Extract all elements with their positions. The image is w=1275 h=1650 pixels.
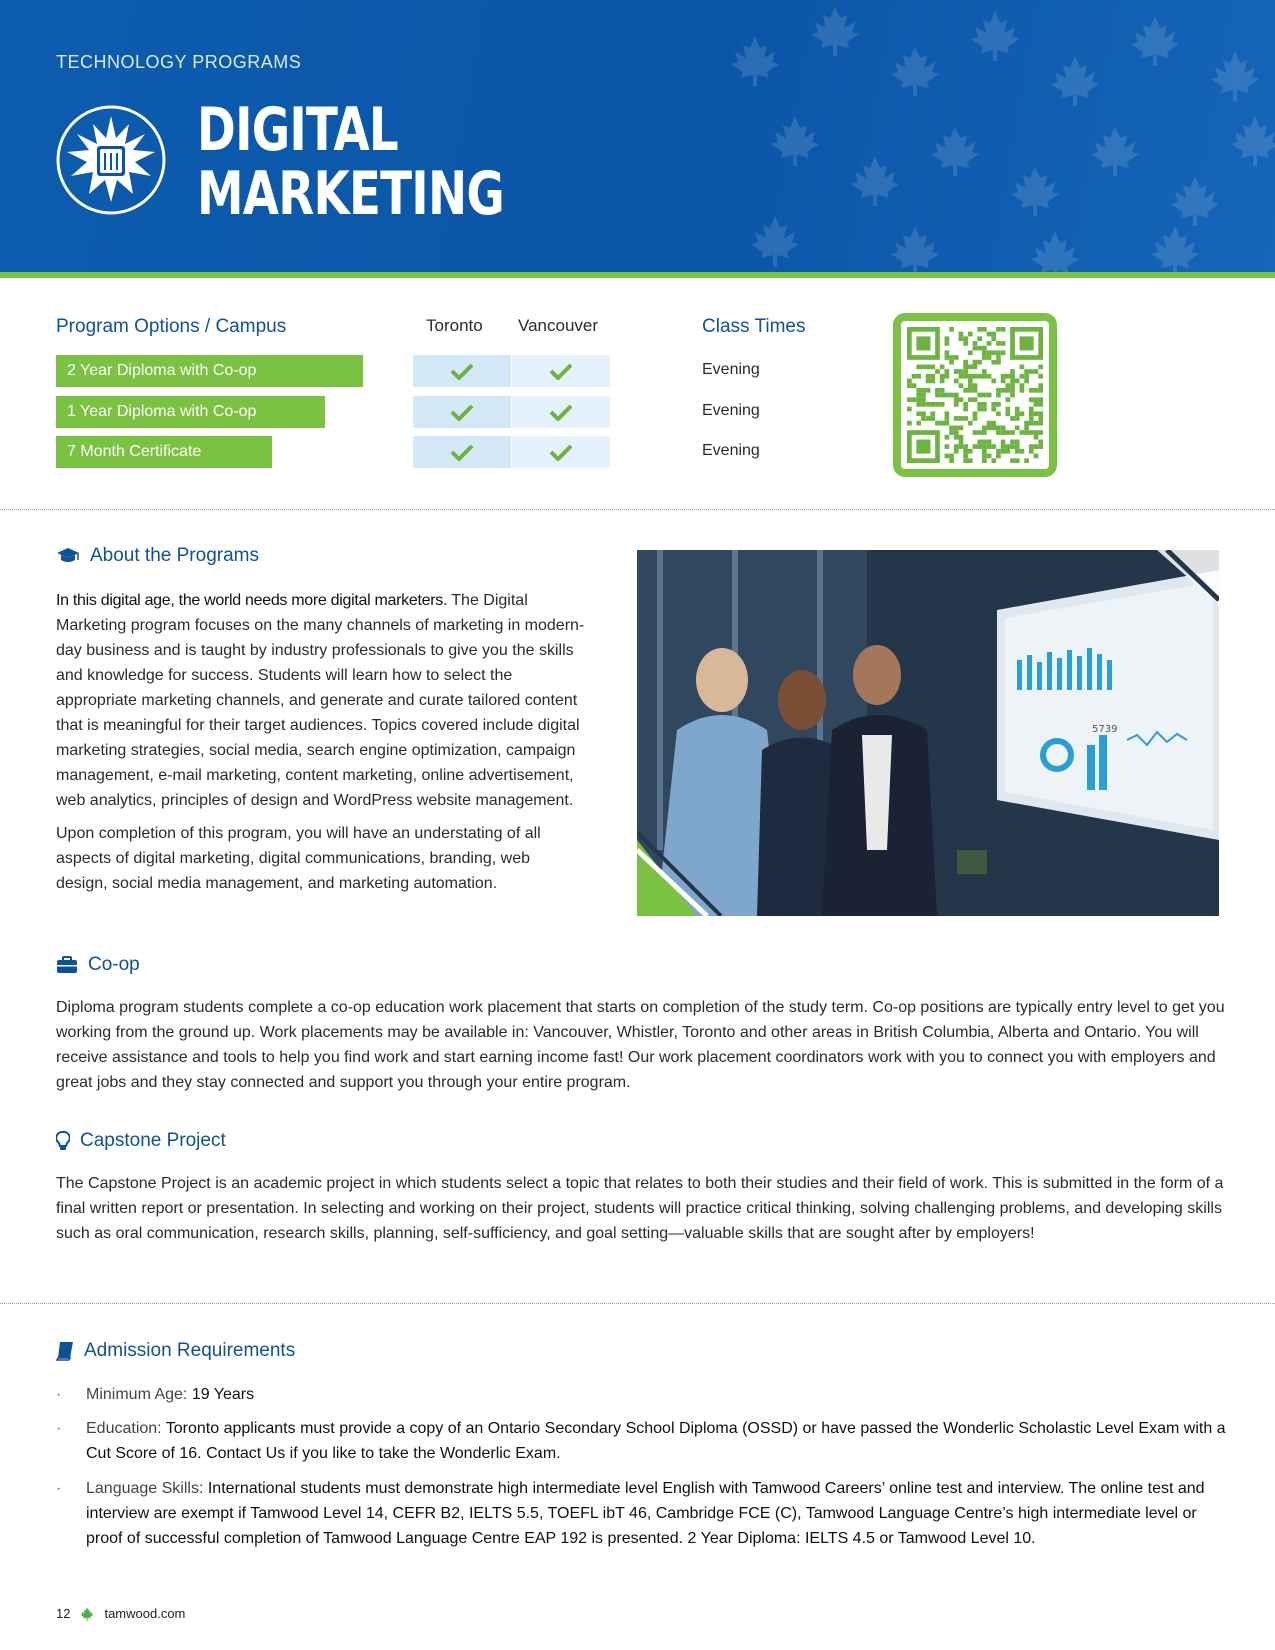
check-icon	[450, 362, 474, 380]
requirement-label: Minimum Age:	[86, 1386, 192, 1403]
requirement-label: Language Skills:	[86, 1480, 208, 1497]
option-1-year-diploma: 1 Year Diploma with Co-op	[56, 396, 325, 428]
requirement-value: International students must demonstrate high intermediate level English with Tamwood Careers’ online test and interview. The online test and interview are exempt if Tamwood Level 14, CEFR B2, IELTS 5.5, TOEFL ibT 46, Cambridge FCE (C), Tamwood Language Centre’s high intermediate level or proof of successful completion of Tamwood Language Centre EAP 192 is presented. 2 Year Diploma: IELTS 4.5 or Tamwood Level 10.	[86, 1480, 1205, 1547]
check-icon	[549, 443, 573, 461]
requirement-value: 19 Years	[191, 1386, 255, 1403]
divider	[0, 1303, 1275, 1304]
coop-heading	[56, 954, 140, 976]
website-link[interactable]: tamwood.com	[104, 1606, 186, 1621]
check-icon	[450, 443, 474, 461]
bullet: ·	[56, 1386, 62, 1403]
book-icon	[56, 1341, 74, 1361]
campus-vancouver-heading: Vancouver	[518, 316, 599, 335]
about-paragraph-2: Upon completion of this program, you will have an understating of all aspects of digital marketing, digital communications, branding, web design, social media management, and marketing automation.	[56, 825, 541, 892]
class-time: Evening	[702, 442, 760, 459]
class-times-heading: Class Times	[702, 316, 806, 337]
photo-illustration	[637, 550, 1219, 916]
capstone-heading-label: Capstone Project	[80, 1130, 226, 1151]
admission-heading	[56, 1340, 295, 1362]
screen-value: 5739	[1092, 724, 1118, 735]
qr-code-icon	[907, 327, 1043, 463]
title-line-2: MARKETING	[197, 159, 504, 229]
program-category: TECHNOLOGY PROGRAMS	[56, 52, 302, 72]
about-heading	[56, 545, 259, 567]
green-stripe	[0, 272, 1275, 278]
requirement-value: Toronto applicants must provide a copy of an Ontario Secondary School Diploma (OSSD) or have passed the Wonderlic Scholastic Level Exam with a Cut Score of 16. Contact Us if you like to take the Wonderlic Exam.	[86, 1420, 1226, 1462]
requirement-min-age	[56, 1382, 1226, 1407]
check-icon	[450, 403, 474, 421]
divider	[0, 509, 1275, 510]
capstone-heading	[56, 1130, 226, 1152]
about-text	[56, 588, 586, 904]
graduation-cap-icon	[56, 547, 80, 565]
requirement-language	[56, 1476, 1226, 1551]
tamwood-emblem-icon	[55, 104, 167, 216]
qr-code[interactable]	[893, 313, 1057, 477]
check-icon	[549, 362, 573, 380]
toronto-check-cell	[413, 436, 511, 468]
coop-text: Diploma program students complete a co-op education work placement that starts on completion of the study term. Co-op positions are typically entry level to get you working from the ground up. Work placements may be available in: Vancouver, Whistler, Toronto and other areas in British Columbia, Alberta and Ontario. You will receive assistance and tools to help you find work and start earning income fast! Our work placement coordinators work with you to connect you with employers and great jobs and they stay connected and support you through your entire program.	[56, 999, 1225, 1091]
vancouver-check-cell	[512, 436, 610, 468]
check-icon	[549, 403, 573, 421]
program-options-heading: Program Options / Campus	[56, 316, 287, 337]
header-banner	[0, 0, 1275, 272]
lightbulb-icon	[56, 1131, 70, 1151]
toronto-check-cell	[413, 396, 511, 428]
requirement-label: Education:	[86, 1420, 166, 1437]
campus-toronto-heading: Toronto	[426, 316, 483, 335]
title-line-1: DIGITAL	[197, 95, 398, 165]
about-lead: In this digital age, the world needs more digital marketers.	[56, 592, 448, 609]
page-number: 12	[56, 1606, 71, 1621]
toronto-check-cell	[413, 355, 511, 387]
vancouver-check-cell	[512, 396, 610, 428]
capstone-text: The Capstone Project is an academic project in which students select a topic that relates to both their studies and their field of work. This is submitted in the form of a final written report or presentation. In selecting and working on their project, students will practice critical thinking, solving challenging problems, and developing skills such as oral communication, research skills, planning, self-sufficiency, and goal setting—valuable skills that are sought after by employers!	[56, 1175, 1224, 1242]
admission-heading-label: Admission Requirements	[84, 1340, 296, 1361]
maple-leaf-icon	[80, 1607, 94, 1621]
about-heading-label: About the Programs	[90, 545, 259, 566]
about-paragraph-1-text: The Digital Marketing program focuses on the many channels of marketing in modern-day business and is taught by industry professionals to give you the skills and knowledge for success. Students will learn how to select the appropriate marketing channels, and generate and curate tailored content that is meaningful for their target audiences. Topics covered include digital marketing strategies, social media, search engine optimization, campaign management, e-mail marketing, content marketing, online advertisement, web analytics, principles of design and WordPress website management.	[56, 592, 585, 809]
maple-leaf-pattern	[715, 0, 1275, 272]
class-time: Evening	[702, 361, 760, 378]
bullet: ·	[56, 1420, 62, 1437]
presentation-photo	[637, 550, 1219, 916]
about-paragraph-1	[56, 588, 586, 813]
page-footer	[56, 1606, 185, 1621]
vancouver-check-cell	[512, 355, 610, 387]
requirement-education	[56, 1416, 1226, 1466]
class-time: Evening	[702, 402, 760, 419]
option-7-month-certificate: 7 Month Certificate	[56, 436, 272, 468]
briefcase-icon	[56, 956, 78, 974]
bullet: ·	[56, 1480, 62, 1497]
page-title	[197, 95, 504, 229]
coop-heading-label: Co-op	[88, 954, 140, 975]
option-2-year-diploma: 2 Year Diploma with Co-op	[56, 355, 363, 387]
